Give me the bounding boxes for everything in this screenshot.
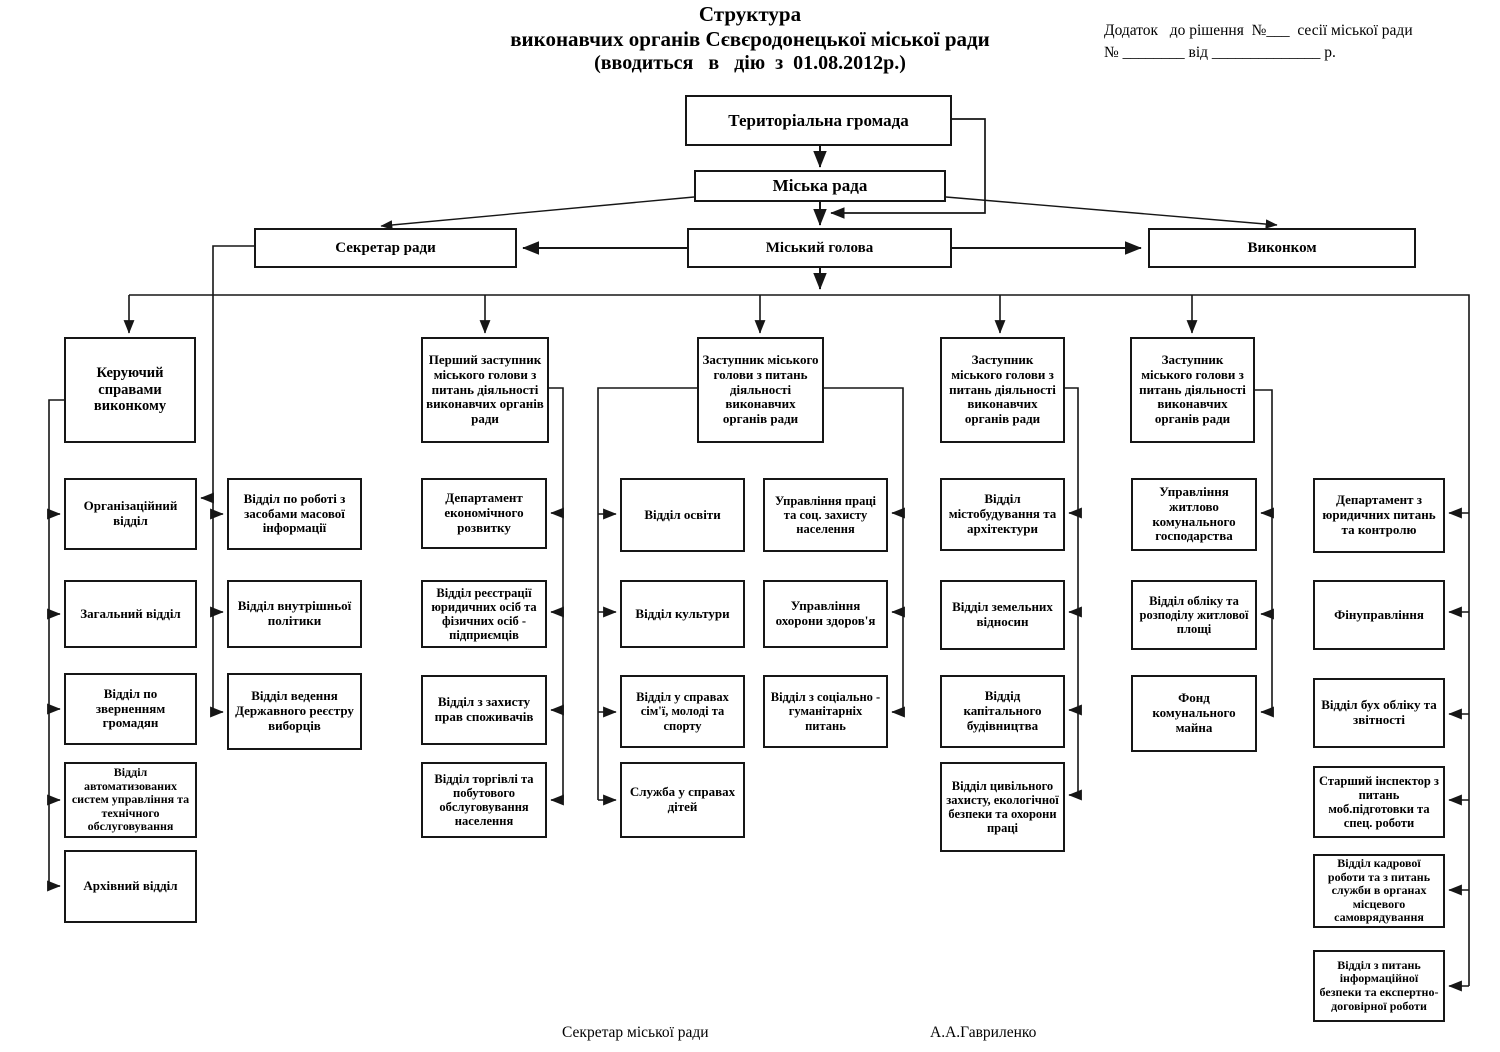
dept-pershyi-4: Відділ торгівлі та побутового обслуговування населення [421, 762, 547, 838]
dept-keruyuchyi-2: Загальний відділ [64, 580, 197, 648]
node-zastupnyk-2: Заступник міського голови з питань діяльності виконавчих органів ради [940, 337, 1065, 443]
dept-zast3-1: Управління житлово комунального господарства [1131, 478, 1257, 551]
dept-zast1-right-2: Управління охорони здоров'я [763, 580, 888, 648]
dept-zast3-3: Фонд комунального майна [1131, 675, 1257, 752]
dept-sekretar-2: Відділ внутрішньої політики [227, 580, 362, 648]
dept-pershyi-2: Відділ реєстрації юридичних осіб та фізичних осіб - підприємців [421, 580, 547, 648]
dept-zast2-2: Відділ земельних відносин [940, 580, 1065, 650]
title-line-2: виконавчих органів Сєвєродонецької міської ради [510, 27, 990, 51]
dept-zast1-right-1: Управління праці та соц. захисту населення [763, 478, 888, 552]
decision-annotation [1104, 20, 1494, 65]
dept-keruyuchyi-3: Відділ по зверненням громадян [64, 673, 197, 745]
dept-zast1-right-3: Відділ з соціально - гуманітарніх питань [763, 675, 888, 748]
dept-zast1-left-3: Відділ у справах сім'ї, молоді та спорту [620, 675, 745, 748]
footer-signature-name: А.А.Гавриленко [930, 1024, 1037, 1041]
title-line-3: (вводиться в дію з 01.08.2012р.) [594, 52, 906, 74]
dept-sekretar-1: Відділ по роботі з засобами масової інформації [227, 478, 362, 550]
dept-zast1-left-2: Відділ культури [620, 580, 745, 648]
dept-pershyi-1: Департамент економічного розвитку [421, 478, 547, 549]
dept-zast2-3: Віддід капітального будівництва [940, 675, 1065, 748]
node-vykonkom: Виконком [1148, 228, 1416, 268]
dept-right-5: Відділ кадрової роботи та з питань служби в органах місцевого самоврядування [1313, 854, 1445, 928]
node-sekretar-rady: Секретар ради [254, 228, 517, 268]
dept-keruyuchyi-4: Відділ автоматизованих систем управління та технічного обслуговування [64, 762, 197, 838]
dept-keruyuchyi-1: Організаційний відділ [64, 478, 197, 550]
node-zastupnyk-1: Заступник міського голови з питань діяльності виконавчих органів ради [697, 337, 824, 443]
dept-right-1: Департамент з юридичних питань та контролю [1313, 478, 1445, 553]
footer-secretary-label: Секретар міської ради [562, 1024, 709, 1041]
annotation-line-2: № ________ від ______________ р. [1104, 44, 1336, 62]
dept-pershyi-3: Відділ з захисту прав споживачів [421, 675, 547, 745]
dept-zast2-4: Відділ цивільного захисту, екологічної безпеки та охорони праці [940, 762, 1065, 852]
dept-zast1-left-1: Відділ освіти [620, 478, 745, 552]
node-miskyi-holova: Міський голова [687, 228, 952, 268]
dept-right-4: Старший інспектор з питань моб.підготовки та спец. роботи [1313, 766, 1445, 838]
dept-zast2-1: Відділ містобудування та архітектури [940, 478, 1065, 551]
page-title [400, 2, 1100, 75]
node-keruyuchyi-spravamy: Керуючий справами виконкому [64, 337, 196, 443]
dept-keruyuchyi-5: Архівний відділ [64, 850, 197, 923]
node-zastupnyk-3: Заступник міського голови з питань діяльності виконавчих органів ради [1130, 337, 1255, 443]
dept-zast1-left-4: Служба у справах дітей [620, 762, 745, 838]
dept-right-3: Відділ бух обліку та звітності [1313, 678, 1445, 748]
title-line-1: Структура [698, 2, 802, 26]
annotation-line-1: Додаток до рішення №___ сесії міської ради [1104, 22, 1413, 39]
dept-sekretar-3: Відділ ведення Державного реєстру виборців [227, 673, 362, 750]
dept-right-2: Фінуправління [1313, 580, 1445, 650]
node-pershyi-zastupnyk: Перший заступник міського голови з питань діяльності виконавчих органів ради [421, 337, 549, 443]
dept-right-6: Відділ з питань інформаційної безпеки та експертно-договірної роботи [1313, 950, 1445, 1022]
node-terytorialna-hromada: Територіальна громада [685, 95, 952, 146]
node-miska-rada: Міська рада [694, 170, 946, 202]
dept-zast3-2: Відділ обліку та розподілу житлової площі [1131, 580, 1257, 650]
